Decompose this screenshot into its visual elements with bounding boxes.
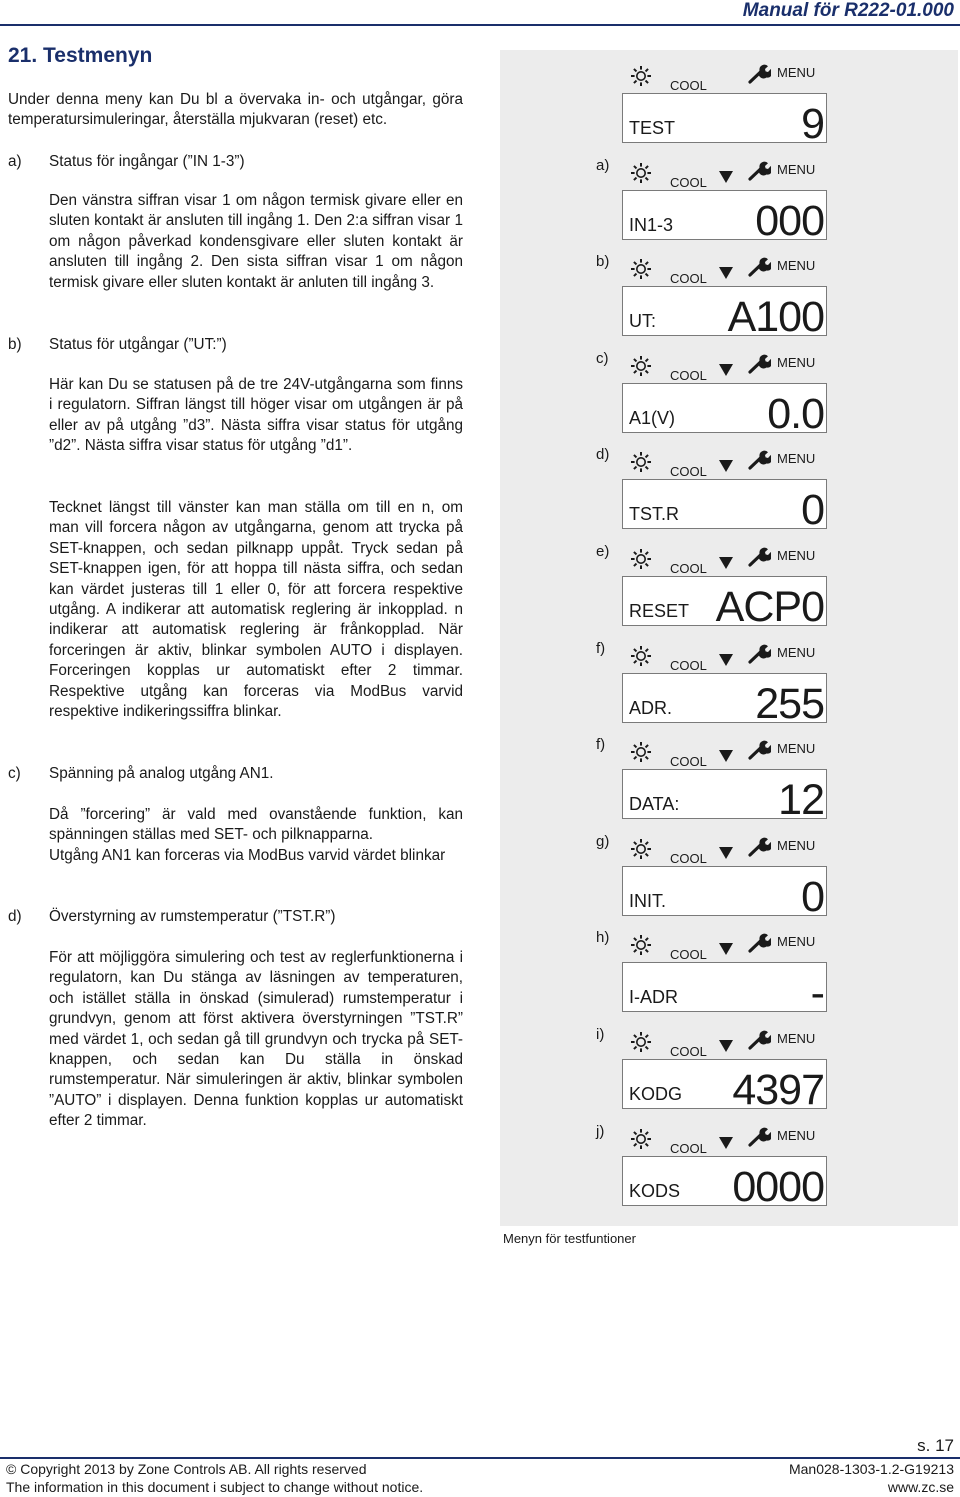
lcd-screen (622, 1127, 827, 1211)
screen-label: KODG (629, 1084, 683, 1104)
screen-label: IN1-3 (629, 214, 674, 235)
menu-indicator: MENU (777, 741, 816, 757)
menu-indicator: MENU (777, 258, 816, 274)
down-arrow-icon (719, 267, 733, 279)
figure-caption: Menyn för testfuntioner (503, 1231, 636, 1246)
page-number: s. 17 (917, 1436, 954, 1455)
item-a-body: Den vänstra siffran visar 1 om någon termisk givare eller en sluten kontakt är ansluten till ingång 1. Den 2:a siffran visar 1 om någon påverkad kondensgivare eller sluten kontakt är ansluten till ingång 2. Den sista siffran visar 1 om någon termisk givare eller sluten kontakt är anluten till ingång 3. (49, 192, 463, 291)
menu-indicator: MENU (777, 451, 816, 467)
cool-indicator: COOL (670, 367, 707, 383)
sun-icon (630, 1128, 652, 1150)
screen-value: 0 (801, 486, 824, 535)
wrench-icon (748, 837, 771, 857)
screen-row-label: i) (596, 1026, 605, 1043)
lcd-screen (622, 837, 827, 921)
down-arrow-icon (719, 750, 733, 762)
cool-indicator: COOL (670, 1044, 707, 1059)
item-b-body2: Tecknet längst till vänster kan man ställa om till en n, om man vill forcera någon av utgångarna, genom att trycka på SET-knappen, och sedan pilknapp uppåt. Tryck sedan på SET-knappen igen, för att hoppa till nästa siffra, och sedan kan värdet justeras till 1 eller 0, för att forcera respektive utgång. A indikerar att automatisk reglering är inkopplad. n indikerar att automatisk reglering är frånkopplad. När forceringen är aktiv, blinkar symbolen AUTO i displayen. Forceringen kopplas ur automatiskt efter 2 timmar. Respektive utgång kan forceras via ModBus varvid respektive indikeringssiffra blinkar. (49, 499, 463, 721)
lcd-screen (622, 548, 827, 631)
sun-icon (630, 258, 652, 280)
item-c-label: c) (8, 765, 21, 782)
item-a-label: a) (8, 153, 22, 170)
item-d-heading-text: Överstyrning av rumstemperatur (”TST.R”) (49, 908, 336, 925)
lcd-screen (622, 451, 827, 535)
screen-label: TEST (629, 118, 676, 138)
screen-label: KODS (629, 1180, 681, 1201)
intro-paragraph: Under denna meny kan Du bl a övervaka in- och utgångar, göra temperatursimuleringar, återställa mjukvaran (reset) etc. (8, 91, 463, 129)
sun-icon (630, 645, 652, 667)
wrench-icon (748, 450, 771, 470)
down-arrow-icon (719, 1137, 733, 1149)
lcd-screen (622, 258, 827, 342)
wrench-icon (748, 933, 771, 953)
screen-label: ADR. (629, 697, 673, 718)
screen-row-label: g) (596, 832, 610, 850)
screen-row-label: a) (596, 156, 610, 174)
cool-indicator: COOL (670, 947, 707, 963)
lcd-screen (622, 1031, 827, 1114)
wrench-icon (748, 1030, 771, 1050)
item-d-body: För att möjliggöra simulering och test av reglerfunktionerna i regulatorn, kan Du stänga av läsningen av temperaturen, och istället ställa in önskad (simulerad) rumstemperatur i grundvyn, genom att först aktivera överstyrningen ”TST.R” med värdet 1, och sedan gå till grundvyn och trycka på SET-knappen, och sedan kan Du ställa in önskad rumstemperatur. När simuleringen är aktiv, blinkar symbolen ”AUTO” i displayen. Denna funktion kopplas ur automatiskt efter 2 timmar. (49, 949, 463, 1130)
page-header-title: Manual för R222-01.000 (742, 0, 954, 21)
screen-row-label: c) (596, 349, 609, 367)
screen-row-label: h) (596, 929, 610, 947)
screen-value: ACP0 (715, 583, 824, 631)
screen-label: INIT. (629, 890, 667, 911)
wrench-icon (748, 257, 771, 277)
menu-indicator: MENU (777, 1127, 816, 1143)
item-c-body: Då ”forcering” är vald med ovanstående funktion, kan spänningen ställas med SET- och pilknapparna. (49, 806, 463, 844)
header-rule (0, 24, 960, 26)
screen-row-label: b) (596, 253, 610, 271)
wrench-icon (748, 740, 771, 760)
item-a-heading-text: Status för ingångar (”IN 1-3”) (49, 153, 245, 170)
item-b-heading-text: Status för utgångar (”UT:”) (49, 336, 227, 353)
down-arrow-icon (719, 460, 733, 472)
screen-label: UT: (629, 311, 656, 332)
screen-value: A100 (727, 293, 824, 342)
screen-label: TST.R (629, 504, 680, 525)
screen-row-label: f) (596, 736, 606, 754)
cool-indicator: COOL (670, 850, 707, 866)
menu-indicator: MENU (777, 1031, 816, 1046)
cool-indicator: COOL (670, 1140, 707, 1156)
sun-icon (630, 934, 652, 956)
item-d-label: d) (8, 908, 22, 925)
down-arrow-icon (719, 943, 733, 955)
lcd-screen (622, 161, 827, 245)
down-arrow-icon (719, 171, 733, 183)
screen-value: 0.0 (767, 389, 824, 438)
screen-row-label: e) (596, 543, 610, 560)
cool-indicator: COOL (670, 271, 707, 287)
wrench-icon (748, 354, 771, 374)
cool-indicator: COOL (670, 754, 707, 770)
screen-label: A1(V) (629, 407, 676, 428)
lcd-screen (622, 65, 827, 148)
lcd-screen (622, 934, 827, 1018)
item-b-body: Här kan Du se statusen på de tre 24V-utgångarna som finns i regulatorn. Siffran längst till höger visar om utgången är på eller av på utgång ”d3”. Nästa siffra visar status för utgång ”d2”. Nästa siffra visar status för utgång ”d1”. (49, 376, 463, 455)
screen-value: 0000 (732, 1162, 824, 1211)
item-b-label: b) (8, 336, 22, 353)
screen-row-label: f) (596, 639, 606, 657)
wrench-icon (748, 161, 771, 181)
sun-icon (630, 838, 652, 860)
cool-indicator: COOL (670, 174, 707, 190)
down-arrow-icon (719, 364, 733, 376)
item-c-heading-text: Spänning på analog utgång AN1. (49, 765, 274, 782)
wrench-icon (748, 64, 771, 84)
sun-icon (630, 1031, 652, 1053)
menu-indicator: MENU (777, 354, 816, 370)
footer-copyright: © Copyright 2013 by Zone Controls AB. All rights reserved (6, 1461, 367, 1477)
lcd-screen (622, 644, 827, 728)
cool-indicator: COOL (670, 561, 707, 576)
down-arrow-icon (719, 847, 733, 859)
item-c-body2: Utgång AN1 kan forceras via ModBus varvid värdet blinkar (49, 847, 446, 864)
lcd-screen (622, 741, 827, 825)
menu-indicator: MENU (777, 644, 816, 660)
footer-doc-id: Man028-1303-1.2-G19213 (788, 1461, 954, 1477)
wrench-icon (748, 644, 771, 664)
menu-indicator: MENU (777, 837, 816, 853)
sun-icon (630, 355, 652, 377)
sun-icon (630, 162, 652, 184)
screen-value: 255 (755, 679, 824, 728)
down-arrow-icon (719, 557, 733, 569)
menu-indicator: MENU (777, 548, 816, 563)
screen-value: 4397 (732, 1066, 824, 1114)
footer-website: www.zc.se (887, 1479, 954, 1495)
cool-indicator: COOL (670, 657, 707, 673)
screen-row-label: d) (596, 446, 610, 464)
screen-label: DATA: (629, 794, 680, 815)
screen-value: 12 (778, 776, 824, 825)
screen-value: 0 (801, 872, 824, 921)
lcd-screen (622, 354, 827, 438)
screen-value: 9 (801, 100, 824, 148)
cool-indicator: COOL (670, 464, 707, 480)
wrench-icon (748, 547, 771, 567)
footer-rule (0, 1457, 960, 1459)
screen-label: RESET (629, 601, 690, 621)
footer-notice: The information in this document i subject to change without notice. (6, 1479, 424, 1495)
down-arrow-icon (719, 1040, 733, 1052)
cool-indicator: COOL (670, 78, 707, 93)
sun-icon (630, 65, 652, 87)
down-arrow-icon (719, 654, 733, 666)
wrench-icon (748, 1127, 771, 1147)
screen-value: 000 (755, 196, 824, 245)
section-title: 21. Testmenyn (8, 44, 153, 67)
menu-indicator: MENU (777, 161, 816, 177)
sun-icon (630, 741, 652, 763)
screen-row-label: j) (596, 1122, 605, 1140)
menu-indicator: MENU (777, 934, 816, 950)
screen-label: I-ADR (629, 987, 678, 1008)
screen-value: - (810, 969, 824, 1018)
sun-icon (630, 548, 652, 570)
menu-indicator: MENU (777, 65, 816, 80)
sun-icon (630, 451, 652, 473)
